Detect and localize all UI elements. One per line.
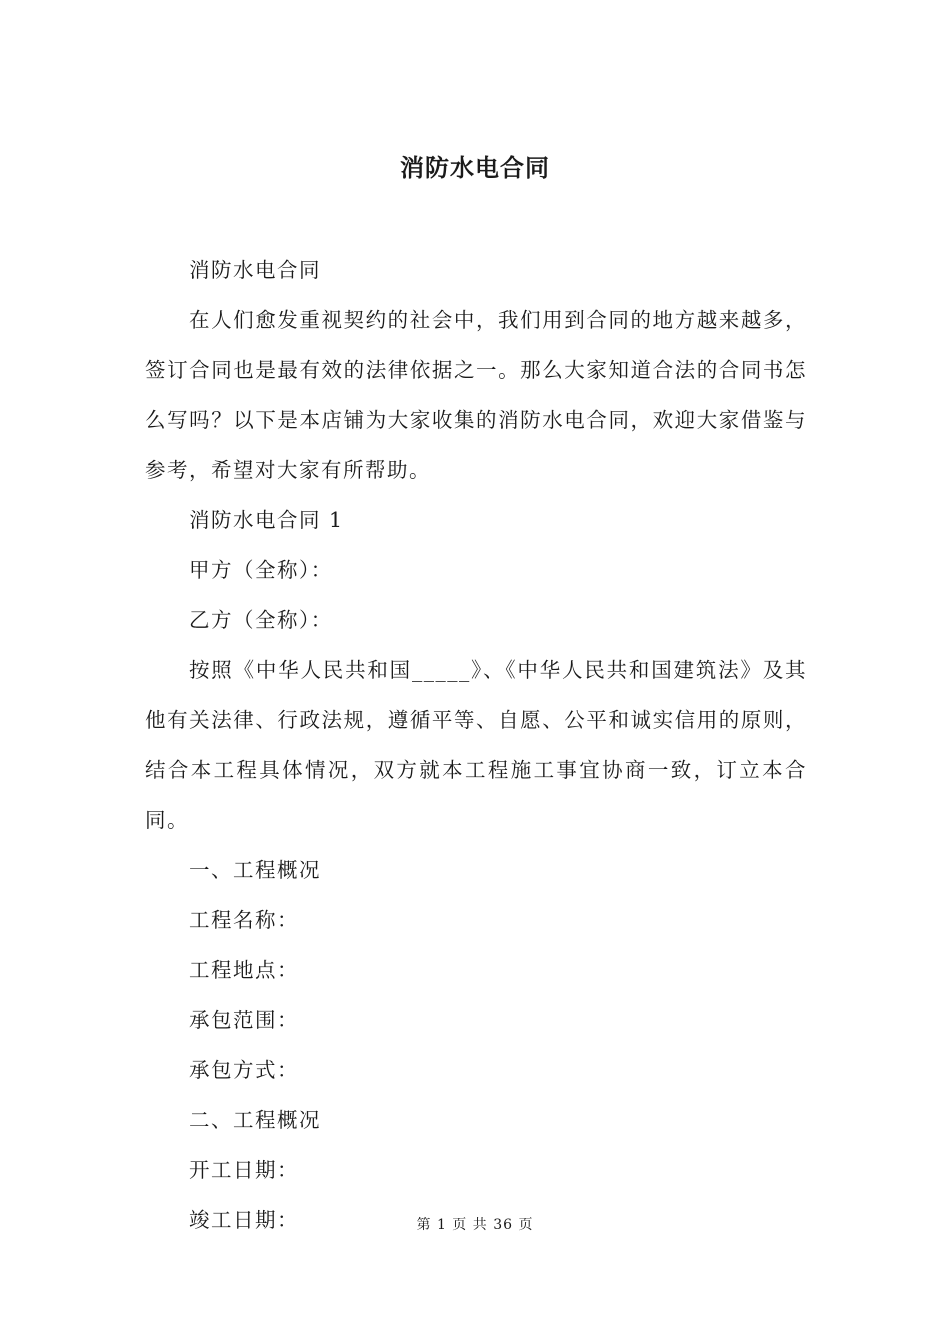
field-project-location: 工程地点： <box>189 958 299 982</box>
paragraph-intro: 在人们愈发重视契约的社会中，我们用到合同的地方越来越多，签订合同也是最有效的法律依据之一。那么大家知道合法的合同书怎么写吗？以下是本店铺为大家收集的消防水电合同，欢迎大家借鉴与参考，希望对大家有所帮助。 <box>145 308 807 482</box>
field-contract-scope: 承包范围： <box>189 1008 299 1032</box>
document-body <box>145 245 807 1245</box>
paragraph-party-a: 甲方（全称）： <box>189 558 333 582</box>
section-heading-1: 一、工程概况 <box>189 858 321 882</box>
document-title: 消防水电合同 <box>400 153 550 182</box>
paragraph-contract-number: 消防水电合同 1 <box>189 508 344 532</box>
paragraph-party-b: 乙方（全称）： <box>189 608 333 632</box>
section-heading-2: 二、工程概况 <box>189 1108 321 1132</box>
paragraph-heading: 消防水电合同 <box>189 258 321 282</box>
page-number-footer: 第 1 页 共 36 页 <box>416 1217 534 1233</box>
field-completion-date: 竣工日期： <box>189 1208 299 1232</box>
field-contract-method: 承包方式： <box>189 1058 299 1082</box>
field-project-name: 工程名称： <box>189 908 299 932</box>
field-start-date: 开工日期： <box>189 1158 299 1182</box>
paragraph-legal-basis: 按照《中华人民共和国_____》、《中华人民共和国建筑法》及其他有关法律、行政法规，遵循平等、自愿、公平和诚实信用的原则，结合本工程具体情况，双方就本工程施工事宜协商一致，订立本合同。 <box>145 658 807 832</box>
